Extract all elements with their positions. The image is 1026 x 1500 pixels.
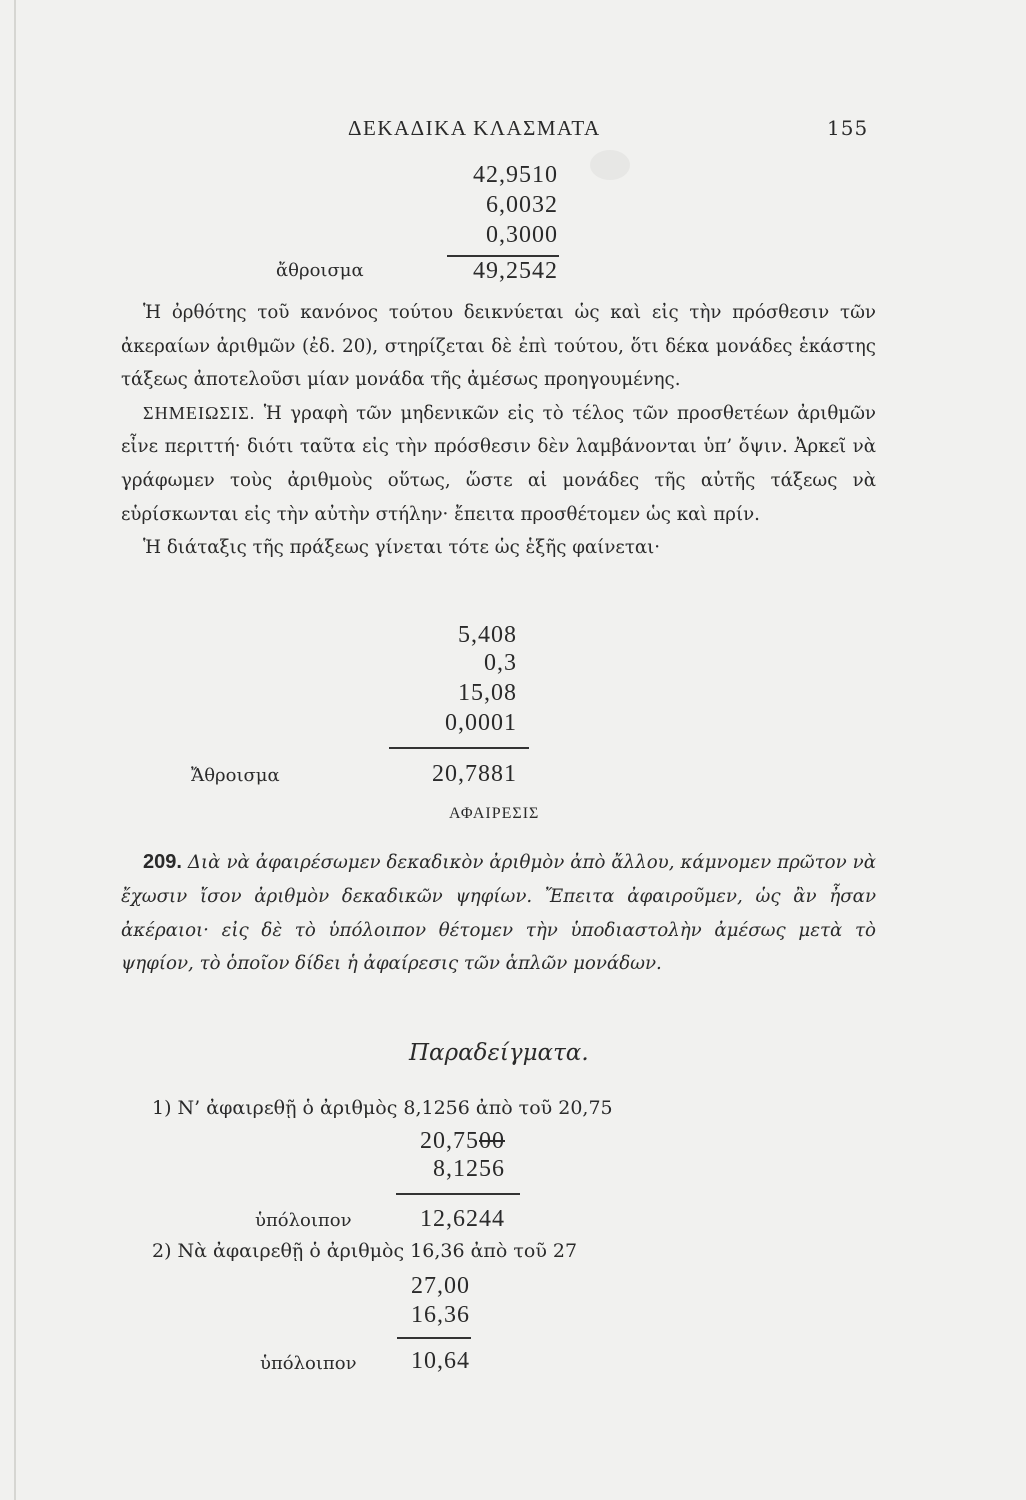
body-text-block bbox=[121, 296, 876, 565]
addend: 0,3000 bbox=[486, 222, 558, 248]
page-edge-shadow bbox=[14, 0, 16, 1500]
note-label: ΣΗΜΕΙΩΣΙΣ. bbox=[143, 402, 256, 423]
addend: 0,3 bbox=[484, 650, 517, 676]
example-statement: 2) Νὰ ἀφαιρεθῇ ὁ ἀριθμὸς 16,36 ἀπὸ τοῦ 27 bbox=[152, 1240, 578, 1262]
addend: 42,9510 bbox=[473, 162, 558, 188]
appended-zeros: 00 bbox=[479, 1128, 505, 1154]
running-title: ΔΕΚΑΔΙΚΑ ΚΛΑΣΜΑΤΑ bbox=[348, 116, 601, 140]
minuend: 27,00 bbox=[411, 1273, 470, 1299]
examples-title: Παραδείγματα. bbox=[409, 1040, 589, 1066]
sum-label: Ἄθροισμα bbox=[191, 765, 280, 786]
note-text: Ἡ γραφὴ τῶν μηδενικῶν εἰς τὸ τέλος τῶν προσθετέων ἀριθμῶν εἶνε περιττή· διότι ταῦτα εἰς τὴν πρόσθεσιν δὲν λαμβάνονται ὑπ’ ὄψιν. Ἀρκεῖ νὰ γράφωμεν τοὺς ἀριθμοὺς οὕτως, ὥστε αἱ μονάδες τῆς αὐτῆς τάξεως νὰ εὑρίσκωνται εἰς τὴν αὐτὴν στήλην· ἔπειτα προσθέτομεν ὡς καὶ πρίν. bbox=[121, 402, 876, 525]
sum-label: ἄθροισμα bbox=[276, 260, 364, 281]
paper-stain bbox=[590, 150, 630, 180]
page-number: 155 bbox=[827, 116, 869, 140]
arrangement-paragraph: Ἡ διάταξις τῆς πράξεως γίνεται τότε ὡς ἑξῆς φαίνεται· bbox=[143, 537, 661, 559]
minuend bbox=[420, 1128, 505, 1155]
remainder-value: 10,64 bbox=[411, 1348, 470, 1374]
sum-rule bbox=[447, 255, 559, 257]
remainder-label: ὑπόλοιπον bbox=[260, 1353, 357, 1374]
addend: 0,0001 bbox=[445, 710, 517, 736]
sum-rule bbox=[389, 747, 529, 749]
difference-rule bbox=[397, 1337, 471, 1339]
sum-total: 49,2542 bbox=[473, 258, 558, 284]
section-heading: ΑΦΑΙΡΕΣΙΣ bbox=[449, 805, 540, 822]
subtrahend: 8,1256 bbox=[433, 1156, 505, 1182]
subtrahend: 16,36 bbox=[411, 1302, 470, 1328]
rule-justification-paragraph: Ἡ ὀρθότης τοῦ κανόνος τούτου δεικνύεται ὡς καὶ εἰς τὴν πρόσθεσιν τῶν ἀκεραίων ἀριθμῶν (ἐδ. 20), στηρίζεται δὲ ἐπὶ τούτου, ὅτι δέκα μονάδες ἑκάστης τάξεως ἀποτελοῦσι μίαν μονάδα τῆς ἀμέσως προηγουμένης. bbox=[121, 302, 876, 391]
remainder-label: ὑπόλοιπον bbox=[255, 1210, 352, 1231]
remainder-value: 12,6244 bbox=[420, 1206, 505, 1232]
section-number: 209. bbox=[143, 851, 182, 873]
addend: 5,408 bbox=[458, 622, 517, 648]
addend: 15,08 bbox=[458, 680, 517, 706]
minuend-digits: 20,75 bbox=[420, 1128, 479, 1154]
addend: 6,0032 bbox=[486, 192, 558, 218]
note-paragraph bbox=[121, 397, 876, 531]
sum-total: 20,7881 bbox=[432, 761, 517, 787]
section-209 bbox=[121, 846, 876, 981]
example-statement: 1) Ν’ ἀφαιρεθῇ ὁ ἀριθμὸς 8,1256 ἀπὸ τοῦ 20,75 bbox=[152, 1097, 613, 1119]
subtraction-rule-text: Διὰ νὰ ἀφαιρέσωμεν δεκαδικὸν ἀριθμὸν ἀπὸ ἄλλου, κάμνομεν πρῶτον νὰ ἔχωσιν ἴσον ἀριθμὸν δεκαδικῶν ψηφίων. Ἔπειτα ἀφαιροῦμεν, ὡς ἂν ἦσαν ἀκέραιοι· εἰς δὲ τὸ ὑπόλοιπον θέτομεν τὴν ὑποδιαστολὴν ἀμέσως μετὰ τὸ ψηφίον, τὸ ὁποῖον δίδει ἡ ἀφαίρεσις τῶν ἁπλῶν μονάδων. bbox=[121, 852, 876, 975]
difference-rule bbox=[396, 1193, 520, 1195]
subtraction-rule-paragraph bbox=[121, 846, 876, 981]
running-header bbox=[0, 112, 1026, 142]
